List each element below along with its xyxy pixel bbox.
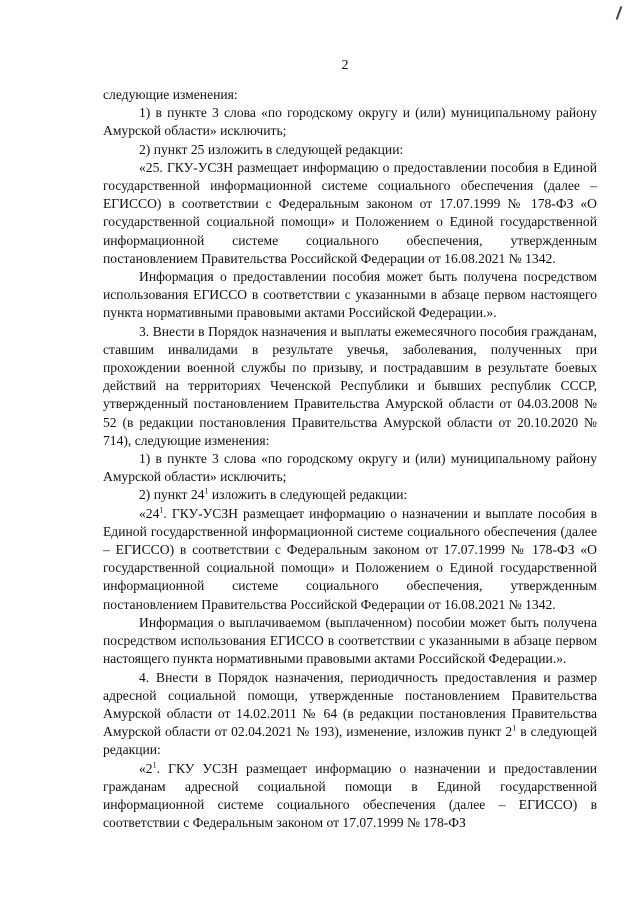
paragraph-item-1-b: 1) в пункте 3 слова «по городскому округу и (или) муниципальному району Амурской области» исключить; xyxy=(103,451,597,485)
paragraph-item-2-b xyxy=(103,486,597,504)
text-part: 4. Внести в Порядок назначения, периодичность предоставления и размер адресной социальной помощи, утвержденные постановлением Правительства Амурской области от 14.02.2011 № 64 (в редакции постановления Правительства Амурской области от 02.04.2021 № 193), изменение, изложив пункт 2 xyxy=(103,669,597,740)
paragraph-item-2: 2) пункт 25 изложить в следующей редакции: xyxy=(139,141,404,157)
text-part: в следующей редакции: xyxy=(103,724,597,758)
paragraph-info-allowance: Информация о предоставлении пособия может быть получена посредством использования ЕГИССО в соответствии с указанными в абзаце первом настоящего пункта нормативными правовыми актами Российской Федерации.». xyxy=(103,269,597,321)
paragraph-section-4 xyxy=(103,669,597,760)
paragraph-info-paid: Информация о выплачиваемом (выплаченном) пособии может быть получена посредством использования ЕГИССО в соответствии с указанными в абзаце первом настоящего пункта нормативными правовыми актами Российской Федерации.». xyxy=(103,614,597,667)
paragraph-point-25: «25. ГКУ-УСЗН размещает информацию о предоставлении пособия в Единой государственной информационной системе социального обеспечения (далее – ЕГИССО) в соответствии с Федеральным законом от 17.07.1999 № 178-ФЗ «О государственной социальной помощи» и Положением о Единой государственной информационной системе социального обеспечения, утвержденным постановлением Правительства Российской Федерации от 16.08.2021 № 1342. xyxy=(103,159,597,266)
text-part: 2) пункт 24 xyxy=(139,487,205,503)
paragraph-point-24-1 xyxy=(103,505,597,614)
superscript: 1 xyxy=(204,486,209,496)
text-part: «2 xyxy=(139,760,153,776)
text-part: . ГКУ-УСЗН размещает информацию о назначении и выплате пособия в Единой государственной информационной системе социального обеспечения (далее – ЕГИССО) в соответствии с Федеральным законом от 17.07.1999 № 178-ФЗ «О государственной социальной помощи» и Положением о Единой государственной информационной системе социального обеспечения, утвержденным постановлением Правительства Российской Федерации от 16.08.2021 № 1342. xyxy=(103,505,597,612)
text-part: . ГКУ УСЗН размещает информацию о назначении и предоставлении гражданам адресной социальной помощи в Единой государственной информационной системе социального обеспечения (далее – ЕГИССО) в соответствии с Федеральным законом от 17.07.1999 № 178-ФЗ xyxy=(103,760,597,831)
paragraph-changes-intro: следующие изменения: xyxy=(103,87,238,102)
superscript: 1 xyxy=(152,759,157,769)
paragraph-item-1: 1) в пункте 3 слова «по городскому округу и (или) муниципальному району Амурской области» исключить; xyxy=(103,105,597,139)
paragraph-point-2-1 xyxy=(103,760,597,833)
document-body xyxy=(103,86,597,832)
paragraph-section-3: 3. Внести в Порядок назначения и выплаты ежемесячного пособия гражданам, ставшим инвалидами в результате увечья, заболевания, полученных при прохождении военной службы по призыву, и пострадавшим в результате боевых действий на территориях Чеченской Республики и бывших республик СССР, утвержденный постановлением Правительства Амурской области от 04.03.2008 № 52 (в редакции постановления Правительства Амурской области от 20.10.2020 № 714), следующие изменения: xyxy=(103,323,597,448)
superscript: 1 xyxy=(159,505,164,515)
pen-mark xyxy=(616,6,623,20)
text-part: изложить в следующей редакции: xyxy=(208,487,408,503)
page-number: 2 xyxy=(341,58,349,73)
superscript: 1 xyxy=(512,723,517,733)
text-part: «24 xyxy=(139,505,160,521)
